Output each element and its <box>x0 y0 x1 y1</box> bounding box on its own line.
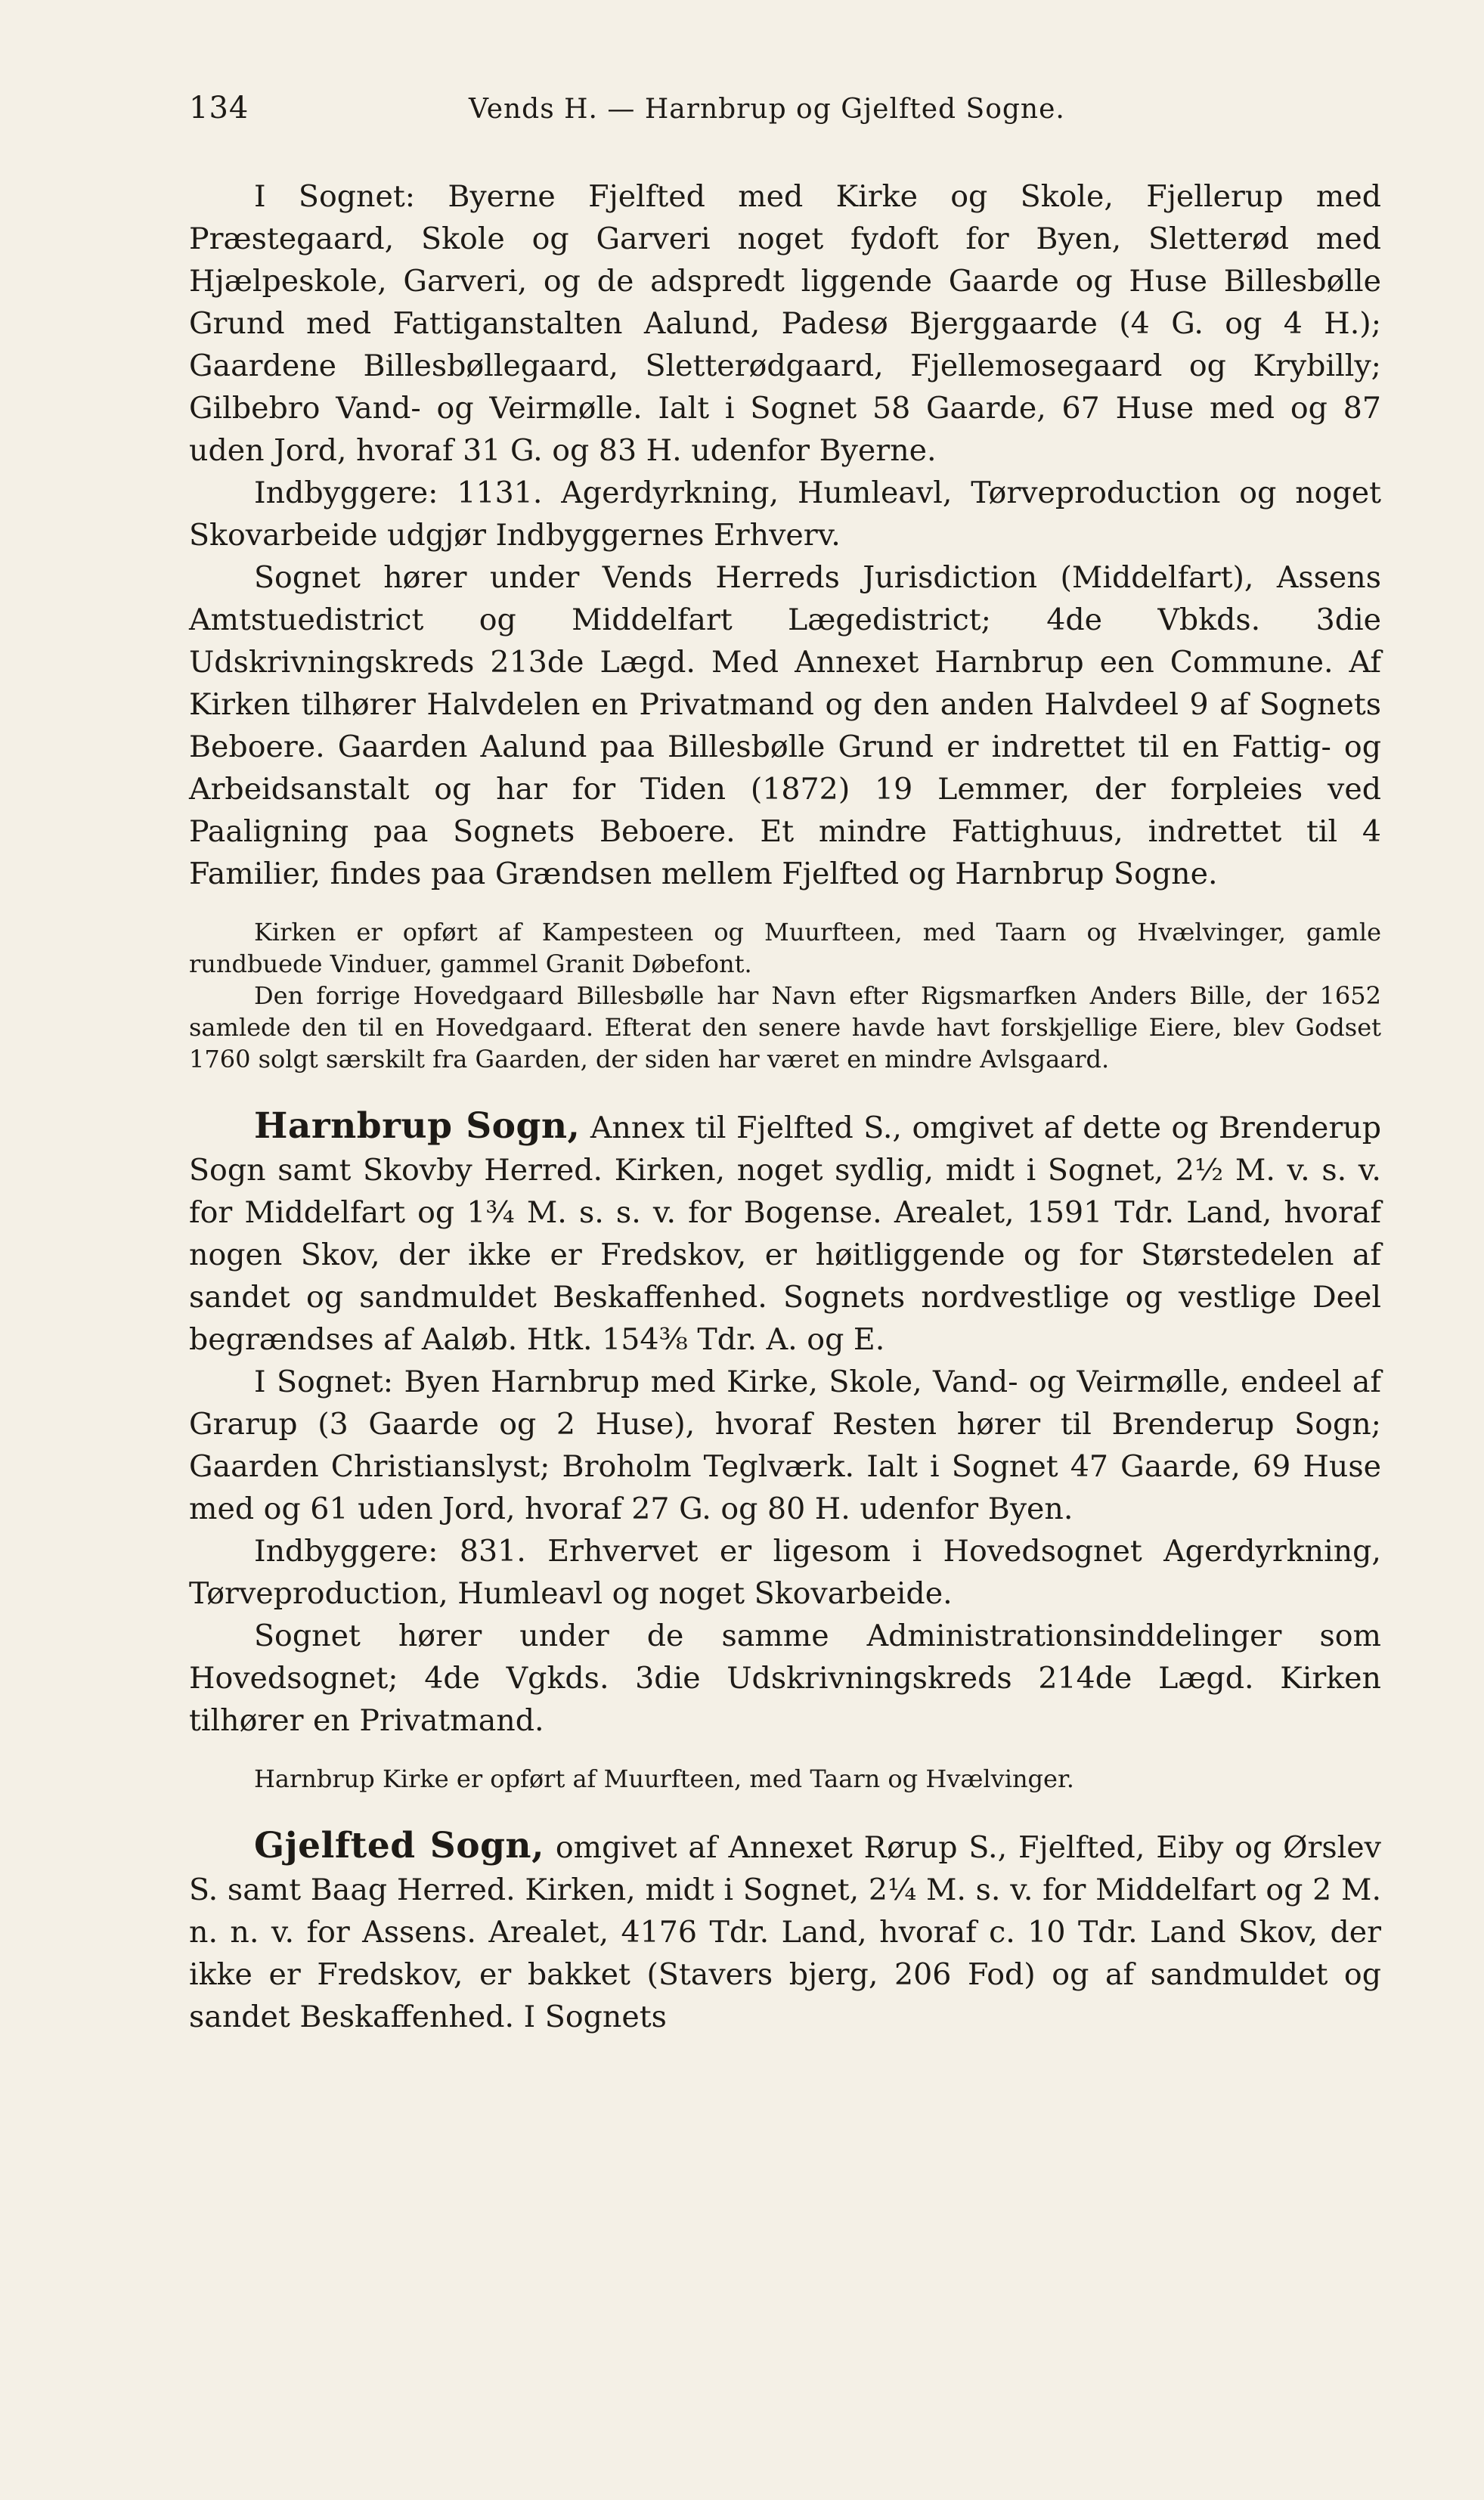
section-harnbrup <box>189 1105 1381 1742</box>
note: Harnbrup Kirke er opført af Muurfteen, med Taarn og Hvælvinger. <box>254 1764 1074 1793</box>
footnotes-harnbrup <box>189 1763 1381 1795</box>
running-title: Vends H. — Harnbrup og Gjelfted Sogne. <box>469 94 1065 125</box>
paragraph <box>189 1825 1381 2038</box>
paragraph: Indbyggere: 1131. Agerdyrkning, Humleavl, Tørveproduction og noget Skovarbeide udgjør Indbyggernes Erhverv. <box>189 476 1381 553</box>
parish-name-gjelfted: Gjelfted Sogn, <box>254 1825 544 1866</box>
paragraph-text: Annex til Fjelfted S., omgivet af dette og Brenderup Sogn samt Skovby Herred. Kirken, noget sydlig, midt i Sognet, 2½ M. v. s. v. for Middelfart og 1¾ M. s. s. v. for Bogense. Arealet, 1591 Tdr. Land, hvoraf nogen Skov, der ikke er Fredskov, er høitliggende og for Størstedelen af sandet og sandmuldet Beskaffenhed. Sognets nordvestlige og vestlige Deel begrændses af Aaløb. Htk. 154⅜ Tdr. A. og E. <box>189 1111 1381 1357</box>
paragraph: Sognet hører under de samme Administrationsinddelinger som Hovedsognet; 4de Vgkds. 3die Udskrivningskreds 214de Lægd. Kirken tilhører en Privatmand. <box>189 1619 1381 1738</box>
section-gjelfted <box>189 1825 1381 2038</box>
paragraph <box>189 1105 1381 1361</box>
paragraph: I Sognet: Byerne Fjelfted med Kirke og Skole, Fjellerup med Præstegaard, Skole og Garveri noget fydoft for Byen, Sletterød med Hjælpeskole, Garveri, og de adspredt liggende Gaarde og Huse Billesbølle Grund med Fattiganstalten Aalund, Padesø Bjerggaarde (4 G. og 4 H.); Gaardene Billesbøllegaard, Sletterødgaard, Fjellemosegaard og Krybilly; Gilbebro Vand- og Veirmølle. Ialt i Sognet 58 Gaarde, 67 Huse med og 87 uden Jord, hvoraf 31 G. og 83 H. udenfor Byerne. <box>189 179 1381 468</box>
paragraph-text: omgivet af Annexet Rørup S., Fjelfted, Eiby og Ørslev S. samt Baag Herred. Kirken, midt i Sognet, 2¼ M. s. v. for Middelfart og 2 M. n. n. v. for Assens. Arealet, 4176 Tdr. Land, hvoraf c. 10 Tdr. Land Skov, der ikke er Fredskov, er bakket (Stavers bjerg, 206 Fod) og af sandmuldet og sandet Beskaffenhed. I Sognets <box>189 1830 1381 2034</box>
page-number: 134 <box>189 91 249 125</box>
page-header <box>189 91 1381 136</box>
note: Den forrige Hovedgaard Billesbølle har Navn efter Rigsmarfken Anders Bille, der 1652 samlede den til en Hovedgaard. Efterat den senere havde havt forskjellige Eiere, blev Godset 1760 solgt særskilt fra Gaarden, der siden har været en mindre Avlsgaard. <box>189 981 1381 1073</box>
section-fjelfted-continued <box>189 175 1381 895</box>
footnotes-fjelfted <box>189 916 1381 1075</box>
note: Kirken er opført af Kampesteen og Muurfteen, med Taarn og Hvælvinger, gamle rundbuede Vinduer, gammel Granit Døbefont. <box>189 918 1381 978</box>
paragraph: Sognet hører under Vends Herreds Jurisdiction (Middelfart), Assens Amtstuedistrict og Middelfart Lægedistrict; 4de Vbkds. 3die Udskrivningskreds 213de Lægd. Med Annexet Harnbrup een Commune. Af Kirken tilhører Halvdelen en Privatmand og den anden Halvdeel 9 af Sognets Beboere. Gaarden Aalund paa Billesbølle Grund er indrettet til en Fattig- og Arbeidsanstalt og har for Tiden (1872) 19 Lemmer, der forpleies ved Paaligning paa Sognets Beboere. Et mindre Fattighuus, indrettet til 4 Familier, findes paa Grændsen mellem Fjelfted og Harnbrup Sogne. <box>189 560 1381 891</box>
paragraph: I Sognet: Byen Harnbrup med Kirke, Skole, Vand- og Veirmølle, endeel af Grarup (3 Gaarde og 2 Huse), hvoraf Resten hører til Brenderup Sogn; Gaarden Christianslyst; Broholm Teglværk. Ialt i Sognet 47 Gaarde, 69 Huse med og 61 uden Jord, hvoraf 27 G. og 80 H. udenfor Byen. <box>189 1365 1381 1526</box>
parish-name-harnbrup: Harnbrup Sogn, <box>254 1105 581 1147</box>
paragraph: Indbyggere: 831. Erhvervet er ligesom i Hovedsognet Agerdyrkning, Tørveproduction, Humleavl og noget Skovarbeide. <box>189 1534 1381 1611</box>
